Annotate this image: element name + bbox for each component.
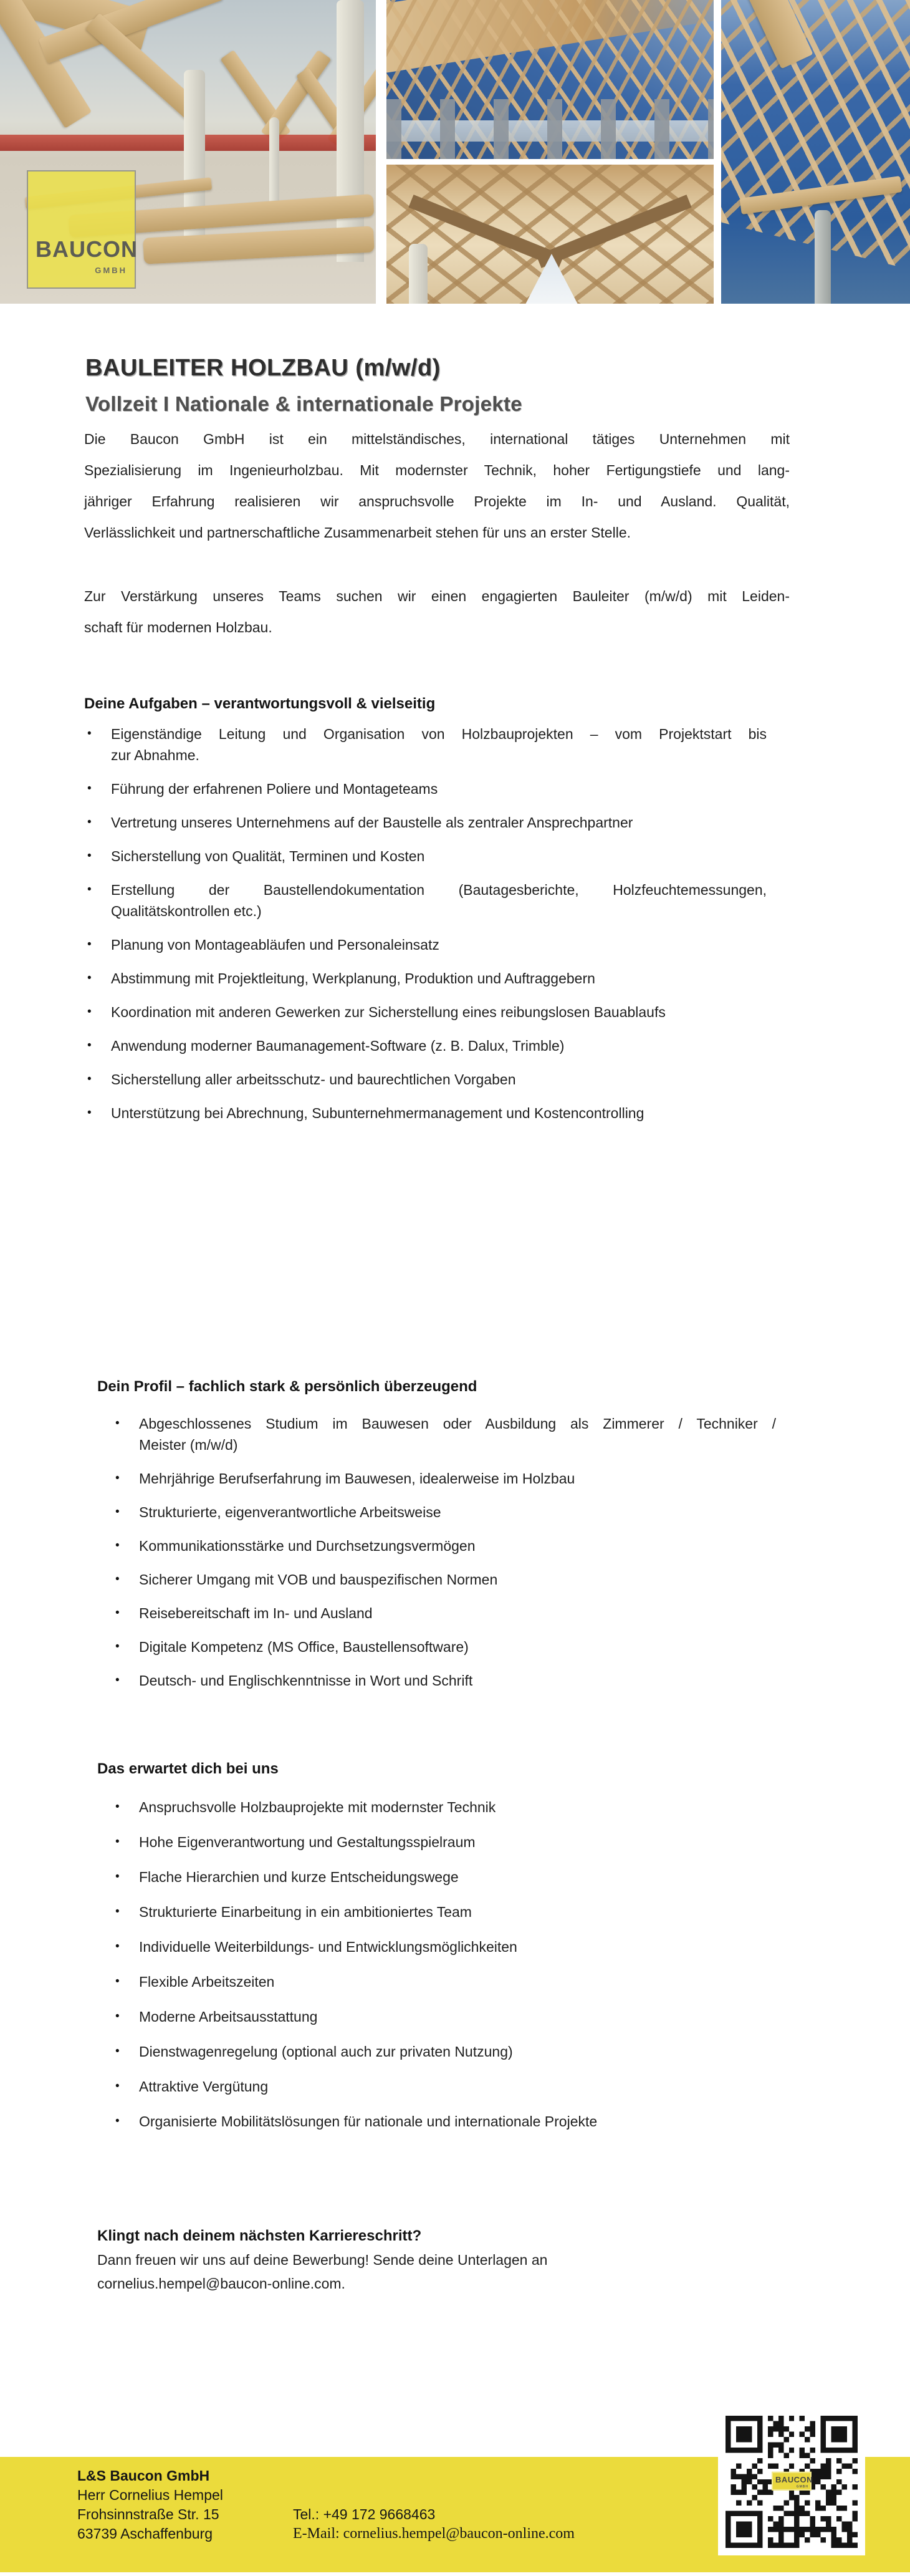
bullet-icon: • <box>115 1417 120 1430</box>
list-item <box>87 1001 807 1023</box>
list-item <box>115 2076 808 2097</box>
bullet-text: Sicherstellung von Qualität, Terminen und Kosten <box>111 848 425 864</box>
bullet-icon: • <box>115 1472 120 1485</box>
list-item <box>87 723 807 766</box>
decor-shape <box>337 0 364 262</box>
bullet-icon: • <box>87 972 92 985</box>
text-line: jähriger Erfahrung realisieren wir anspruchsvolle Projekte im In- und Ausland. Qualität, <box>84 493 790 509</box>
bullet-text: Mehrjährige Berufserfahrung im Bauwesen, idealerweise im Holzbau <box>139 1470 575 1487</box>
bullet-text: Kommunikationsstärke und Durchsetzungsvermögen <box>139 1538 476 1554</box>
list-item <box>115 1535 808 1556</box>
bullet-icon: • <box>115 1975 120 1988</box>
list-item <box>115 1502 808 1523</box>
bullet-icon: • <box>115 1870 120 1883</box>
list-item <box>115 2006 808 2027</box>
bullet-text: Strukturierte Einarbeitung in ein ambitioniertes Team <box>139 1904 472 1920</box>
bullet-icon: • <box>115 1835 120 1848</box>
text-line: Die Baucon GmbH ist ein mittelständisches, international tätiges Unternehmen mit <box>84 431 790 447</box>
bullet-text: Anwendung moderner Baumanagement-Software (z. B. Dalux, Trimble) <box>111 1038 565 1054</box>
bullet-text: Strukturierte, eigenverantwortliche Arbeitsweise <box>139 1504 441 1520</box>
list-item <box>87 934 807 955</box>
bullet-text: Abgeschlossenes Studium im Bauwesen oder Ausbildung als Zimmerer / Techniker / Meister (m/w/d) <box>139 1416 776 1453</box>
bullet-text: Hohe Eigenverantwortung und Gestaltungsspielraum <box>139 1834 476 1850</box>
text-line: Zur Verstärkung unseres Teams suchen wir einen engagierten Bauleiter (m/w/d) mit Leiden- <box>84 588 790 604</box>
photo-timber-ceiling <box>386 165 714 304</box>
baucon-logo-text: BAUCON <box>775 2474 813 2484</box>
bullet-text: Erstellung der Baustellendokumentation (Bautagesberichte, Holzfeuchtemessungen, Qualitätskontrollen etc.) <box>111 882 767 919</box>
bullet-icon: • <box>87 1005 92 1018</box>
list-item <box>115 1569 808 1590</box>
bullet-text: Sicherer Umgang mit VOB und bauspezifischen Normen <box>139 1571 498 1588</box>
tasks-list <box>84 723 807 1124</box>
closing-heading: Klingt nach deinem nächsten Karriereschritt? <box>97 2227 422 2244</box>
list-item <box>87 1035 807 1056</box>
section-heading-profile: Dein Profil – fachlich stark & persönlich überzeugend <box>97 1378 477 1395</box>
spacer <box>293 2486 575 2505</box>
bullet-text: Attraktive Vergütung <box>139 2078 269 2095</box>
bullet-icon: • <box>115 1800 120 1813</box>
phone-label: Tel.: <box>293 2506 320 2522</box>
bullet-icon: • <box>115 1505 120 1518</box>
list-item <box>115 1603 808 1624</box>
list-item <box>87 1102 807 1124</box>
bullet-icon: • <box>87 1039 92 1052</box>
bullet-icon: • <box>115 2010 120 2023</box>
qr-center-logo <box>772 2472 812 2491</box>
bullet-icon: • <box>87 849 92 862</box>
decor-shape <box>815 210 831 304</box>
section-profile <box>97 1377 808 1704</box>
closing-block <box>97 2224 783 2295</box>
bullet-text: Koordination mit anderen Gewerken zur Sicherstellung eines reibungslosen Bauablaufs <box>111 1004 666 1020</box>
bullet-text: Moderne Arbeitsausstattung <box>139 2009 318 2025</box>
bullet-text: Unterstützung bei Abrechnung, Subunternehmermanagement und Kostencontrolling <box>111 1105 644 1121</box>
bullet-text: Deutsch- und Englischkenntnisse in Wort und Schrift <box>139 1672 473 1689</box>
baucon-logo <box>27 170 136 289</box>
email-address[interactable]: cornelius.hempel@baucon-online.com <box>343 2525 575 2542</box>
bullet-icon: • <box>87 938 92 951</box>
bullet-text: Reisebereitschaft im In- und Ausland <box>139 1605 373 1621</box>
bullet-icon: • <box>115 1674 120 1687</box>
decor-shape <box>386 99 714 159</box>
spacer <box>293 2466 575 2486</box>
footer-city: 63739 Aschaffenburg <box>77 2525 213 2542</box>
baucon-logo-text: BAUCON <box>36 236 138 262</box>
bullet-icon: • <box>87 883 92 896</box>
list-item <box>115 1866 808 1888</box>
text-line: Verlässlichkeit und partnerschaftliche Zusammenarbeit stehen für uns an erster Stelle. <box>84 524 631 541</box>
bullet-text: Anspruchsvolle Holzbauprojekte mit modernster Technik <box>139 1799 496 1815</box>
profile-list <box>97 1413 808 1691</box>
bullet-text: Planung von Montageabläufen und Personaleinsatz <box>111 937 439 953</box>
section-tasks <box>84 695 807 1136</box>
bullet-icon: • <box>87 727 92 740</box>
bullet-icon: • <box>115 1940 120 1953</box>
list-item <box>115 1971 808 1992</box>
bullet-text: Flache Hierarchien und kurze Entscheidungswege <box>139 1869 459 1885</box>
page-title: BAULEITER HOLZBAU (m/w/d) <box>85 355 441 382</box>
section-heading-tasks: Deine Aufgaben – verantwortungsvoll & vielseitig <box>84 695 436 712</box>
bullet-text: Flexible Arbeitszeiten <box>139 1974 275 1990</box>
list-item <box>87 968 807 989</box>
bullet-text: Individuelle Weiterbildungs- und Entwicklungsmöglichkeiten <box>139 1939 517 1955</box>
footer-street: Frohsinnstraße Str. 15 <box>77 2506 219 2522</box>
footer-contact-block <box>77 2466 575 2544</box>
bullet-icon: • <box>115 2045 120 2058</box>
list-item <box>115 2041 808 2062</box>
list-item <box>87 1069 807 1090</box>
text-line: schaft für modernen Holzbau. <box>84 619 272 635</box>
intro-paragraph-1 <box>84 423 790 548</box>
application-email[interactable]: cornelius.hempel@baucon-online.com. <box>97 2275 345 2292</box>
baucon-logo-suffix: GMBH <box>95 266 127 275</box>
bullet-text: Dienstwagenregelung (optional auch zur privaten Nutzung) <box>139 2043 513 2060</box>
bullet-icon: • <box>87 782 92 795</box>
bullet-text: Vertretung unseres Unternehmens auf der Baustelle als zentraler Ansprechpartner <box>111 814 633 831</box>
bullet-icon: • <box>115 1905 120 1918</box>
list-item <box>115 1936 808 1957</box>
page-subtitle: Vollzeit I Nationale & internationale Projekte <box>85 392 522 416</box>
list-item <box>115 1413 808 1455</box>
baucon-logo-suffix: GMBH <box>796 2484 808 2489</box>
bullet-icon: • <box>115 1573 120 1586</box>
list-item <box>87 812 807 833</box>
benefits-list <box>97 1797 808 2132</box>
list-item <box>115 1797 808 1818</box>
phone-number: +49 172 9668463 <box>323 2506 436 2522</box>
list-item <box>115 1468 808 1489</box>
footer-contact-person: Herr Cornelius Hempel <box>77 2487 223 2503</box>
list-item <box>87 846 807 867</box>
bullet-icon: • <box>115 2115 120 2128</box>
text-line: Dann freuen wir uns auf deine Bewerbung! Sende deine Unterlagen an <box>97 2252 548 2268</box>
bullet-text: Eigenständige Leitung und Organisation von Holzbauprojekten – vom Projektstart bis zur Abnahme. <box>111 726 767 763</box>
list-item <box>115 1670 808 1691</box>
bullet-text: Digitale Kompetenz (MS Office, Baustellensoftware) <box>139 1639 469 1655</box>
bullet-text: Organisierte Mobilitätslösungen für nationale und internationale Projekte <box>139 2113 598 2130</box>
footer-phone <box>293 2505 575 2524</box>
bullet-icon: • <box>115 1640 120 1653</box>
list-item <box>115 1831 808 1853</box>
section-heading-benefits: Das erwartet dich bei uns <box>97 1760 279 1777</box>
email-label: E-Mail: <box>293 2525 340 2542</box>
footer-company: L&S Baucon GmbH <box>77 2467 210 2484</box>
list-item <box>115 1636 808 1657</box>
decor-shape <box>409 244 428 304</box>
footer-email <box>293 2524 575 2544</box>
bullet-icon: • <box>87 1106 92 1119</box>
list-item <box>115 1901 808 1922</box>
bullet-icon: • <box>87 1073 92 1086</box>
photo-timber-lattice <box>721 0 910 304</box>
text-line: Spezialisierung im Ingenieurholzbau. Mit modernster Technik, hoher Fertigungstiefe und lang- <box>84 462 790 478</box>
list-item <box>87 778 807 799</box>
list-item <box>115 2111 808 2132</box>
bullet-text: Abstimmung mit Projektleitung, Werkplanung, Produktion und Auftraggebern <box>111 970 595 987</box>
list-item <box>87 879 807 922</box>
qr-code <box>718 2408 865 2555</box>
bullet-icon: • <box>115 2080 120 2093</box>
bullet-icon: • <box>87 816 92 829</box>
bullet-icon: • <box>115 1606 120 1619</box>
bullet-icon: • <box>115 1539 120 1552</box>
bullet-text: Sicherstellung aller arbeitsschutz- und baurechtlichen Vorgaben <box>111 1071 516 1088</box>
section-benefits <box>97 1760 808 2146</box>
photo-roof-structure <box>386 0 714 159</box>
bullet-text: Führung der erfahrenen Poliere und Montageteams <box>111 781 438 797</box>
intro-paragraph-2 <box>84 581 790 643</box>
